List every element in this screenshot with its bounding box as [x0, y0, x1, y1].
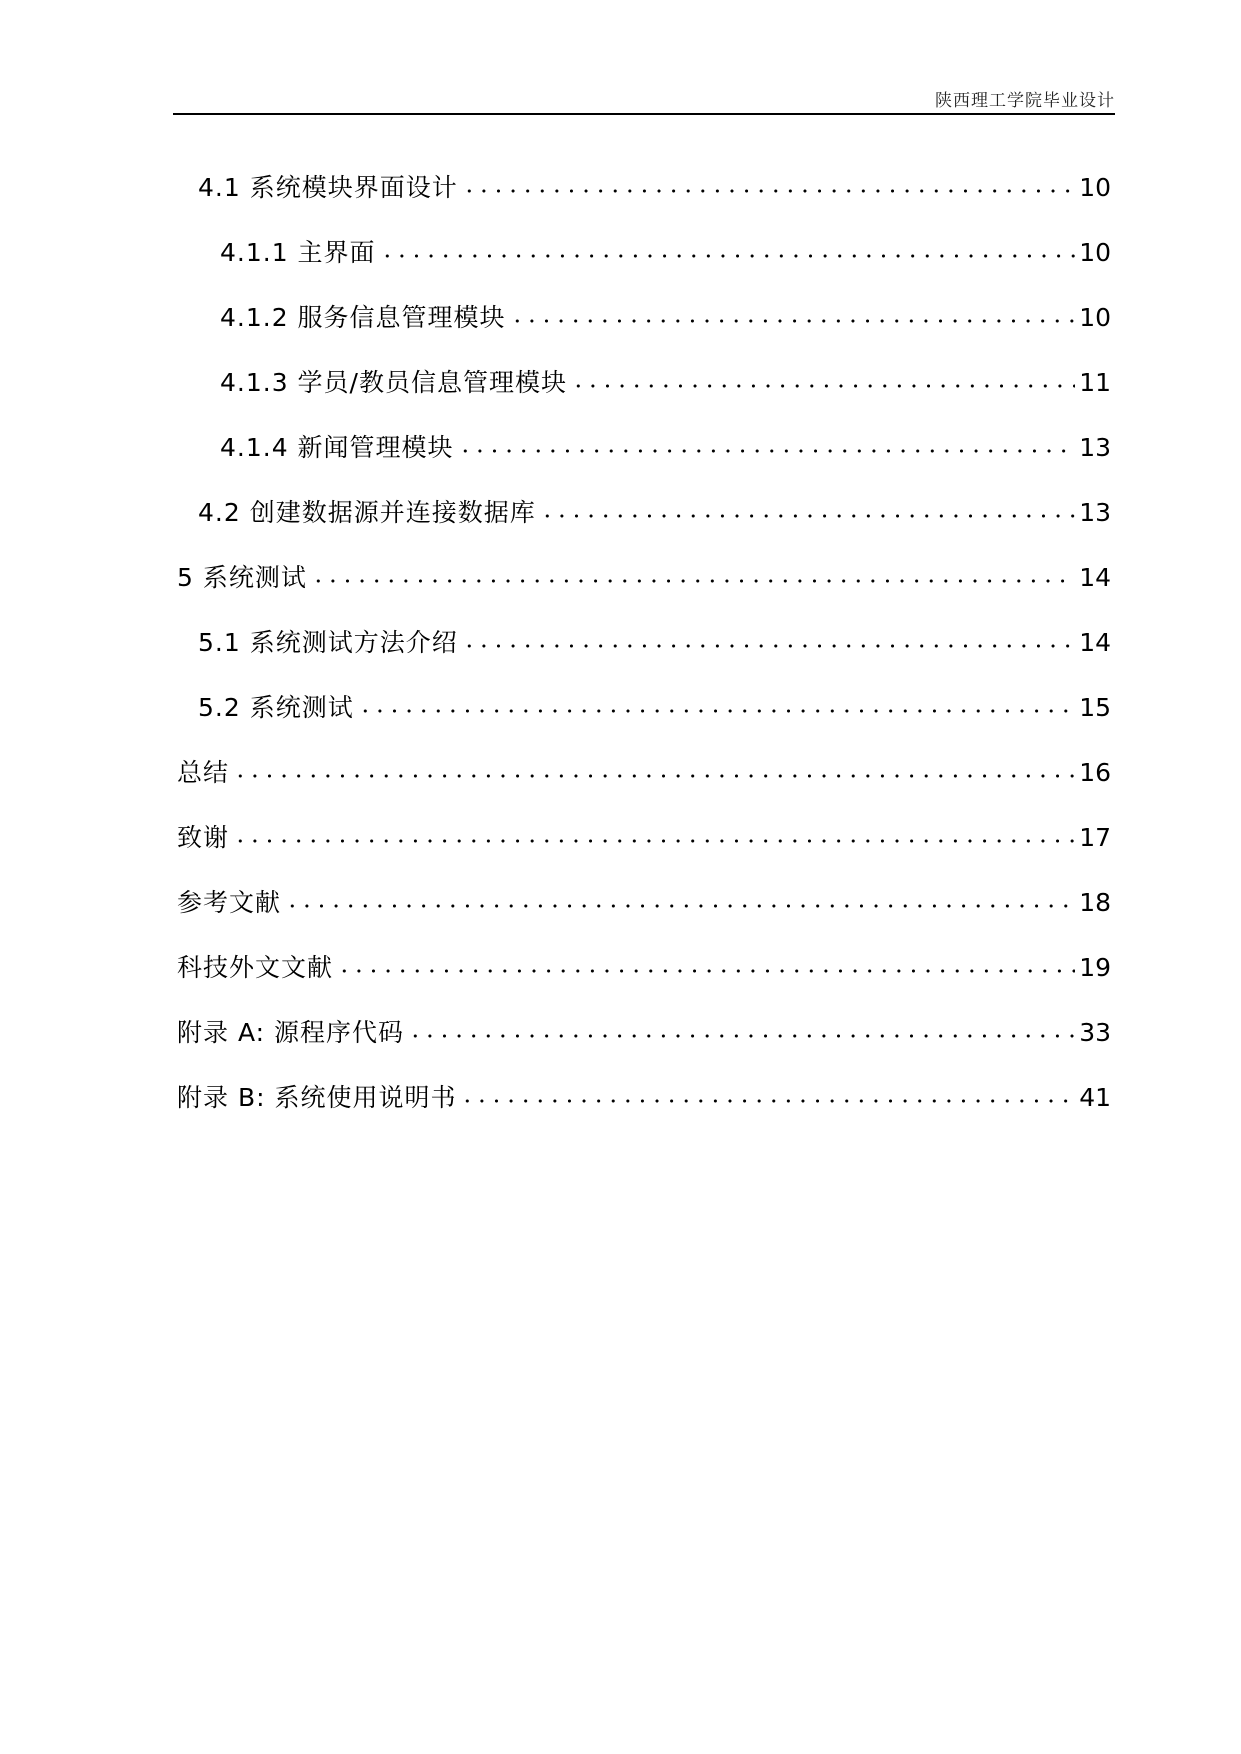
- toc-entry-page: 14: [1079, 563, 1111, 592]
- toc-dot-leader: [540, 509, 1075, 523]
- toc-entry-page: 13: [1079, 498, 1111, 527]
- toc-dot-leader: [380, 249, 1076, 263]
- toc-entry-title: 4.1.4 新闻管理模块: [220, 433, 454, 462]
- toc-entry-title: 4.1.3 学员/教员信息管理模块: [220, 368, 567, 397]
- toc-entry-page: 10: [1079, 173, 1111, 202]
- toc-entry-page: 41: [1079, 1083, 1111, 1112]
- header-title: 陕西理工学院毕业设计: [935, 91, 1115, 111]
- toc-dot-leader: [285, 899, 1075, 913]
- toc-entry-title: 4.1 系统模块界面设计: [198, 173, 458, 202]
- toc-entry[interactable]: [0, 1065, 1241, 1130]
- toc-entry-page: 33: [1079, 1018, 1111, 1047]
- toc-dot-leader: [233, 769, 1075, 783]
- toc-entry[interactable]: [0, 740, 1241, 805]
- toc-entry-page: 19: [1079, 953, 1111, 982]
- toc-entry-title: 致谢: [177, 823, 230, 852]
- toc-entry[interactable]: [0, 220, 1241, 285]
- toc-entry[interactable]: [0, 805, 1241, 870]
- toc-entry-title: 4.1.2 服务信息管理模块: [220, 303, 506, 332]
- toc-entry-title: 5 系统测试: [177, 563, 307, 592]
- toc-entry[interactable]: [0, 285, 1241, 350]
- toc-entry-title: 5.1 系统测试方法介绍: [198, 628, 458, 657]
- toc-entry-title: 附录 A: 源程序代码: [177, 1018, 404, 1047]
- toc-entry[interactable]: [0, 350, 1241, 415]
- toc-entry-title: 5.2 系统测试: [198, 693, 354, 722]
- toc-entry-page: 13: [1079, 433, 1111, 462]
- toc-entry-title: 4.2 创建数据源并连接数据库: [198, 498, 536, 527]
- toc-entry-title: 总结: [177, 758, 230, 787]
- toc-entry-title: 4.1.1 主界面: [220, 238, 376, 267]
- toc-entry-title: 参考文献: [177, 888, 282, 917]
- toc-entry-title: 科技外文文献: [177, 953, 334, 982]
- toc-entry-page: 14: [1079, 628, 1111, 657]
- toc-entry[interactable]: [0, 1000, 1241, 1065]
- toc-entry-page: 18: [1079, 888, 1111, 917]
- toc-entry[interactable]: [0, 610, 1241, 675]
- header-divider: [173, 113, 1115, 115]
- toc-entry[interactable]: [0, 415, 1241, 480]
- toc-dot-leader: [337, 964, 1075, 978]
- toc-entry-page: 10: [1079, 238, 1111, 267]
- toc-entry[interactable]: [0, 935, 1241, 1000]
- toc-entry-page: 10: [1079, 303, 1111, 332]
- table-of-contents: [0, 155, 1241, 1130]
- toc-entry-page: 17: [1079, 823, 1111, 852]
- toc-entry-title: 附录 B: 系统使用说明书: [177, 1083, 457, 1112]
- toc-entry[interactable]: [0, 870, 1241, 935]
- toc-entry-page: 15: [1079, 693, 1111, 722]
- toc-dot-leader: [460, 1094, 1075, 1108]
- toc-dot-leader: [311, 574, 1075, 588]
- toc-dot-leader: [571, 379, 1075, 393]
- toc-entry-page: 16: [1079, 758, 1111, 787]
- toc-dot-leader: [358, 704, 1075, 718]
- toc-entry[interactable]: [0, 675, 1241, 740]
- toc-dot-leader: [462, 184, 1075, 198]
- toc-entry[interactable]: [0, 545, 1241, 610]
- toc-entry[interactable]: [0, 155, 1241, 220]
- toc-dot-leader: [462, 639, 1075, 653]
- toc-dot-leader: [510, 314, 1076, 328]
- toc-entry[interactable]: [0, 480, 1241, 545]
- toc-dot-leader: [458, 444, 1076, 458]
- toc-dot-leader: [408, 1029, 1075, 1043]
- toc-dot-leader: [233, 834, 1075, 848]
- toc-entry-page: 11: [1079, 368, 1111, 397]
